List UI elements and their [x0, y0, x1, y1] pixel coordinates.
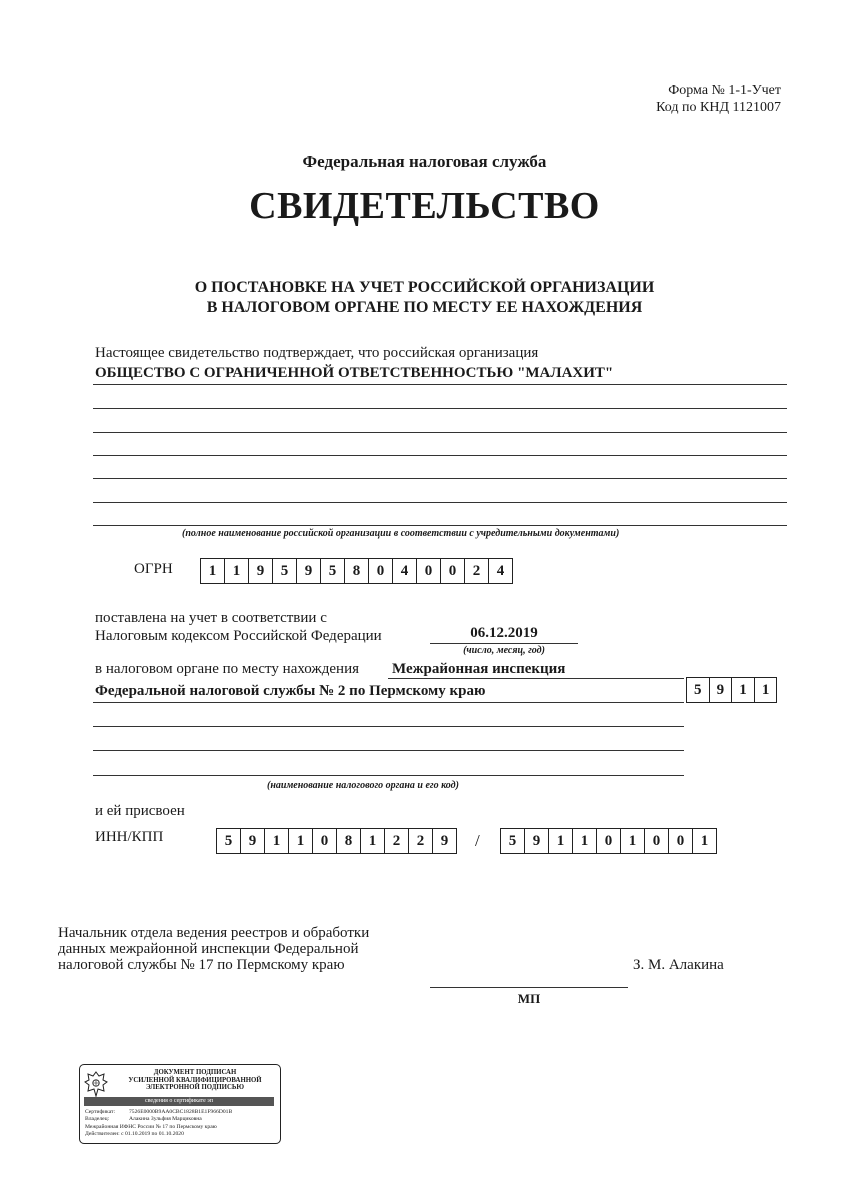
kpp-digit: 9: [525, 829, 549, 853]
tax-authority-line-1: [93, 702, 684, 703]
russian-coat-of-arms-icon: [84, 1070, 108, 1098]
registration-line-2: Налоговым кодексом Российской Федерации: [95, 628, 382, 644]
subtitle-line-1: О ПОСТАНОВКЕ НА УЧЕТ РОССИЙСКОЙ ОРГАНИЗАЦИИ: [194, 279, 655, 296]
tax-authority-code-digit: 1: [761, 681, 770, 698]
kpp-digit: 1: [700, 832, 709, 849]
signatory-position: [58, 925, 369, 973]
tax-authority-prefix: в налоговом органе по месту нахождения: [95, 661, 360, 677]
e-signature-stamp: [79, 1064, 281, 1144]
seal-label: МП: [517, 991, 541, 1006]
ogrn-digit: 0: [369, 559, 393, 583]
tax-authority-note: (наименование налогового органа и его код): [267, 780, 459, 791]
org-name-line-4: [93, 455, 787, 456]
ogrn-digit: 8: [345, 559, 369, 583]
stamp-owner-value: Алакина Зульфия Марциковна: [129, 1116, 202, 1123]
stamp-heading-line-3: ЭЛЕКТРОННОЙ ПОДПИСЬЮ: [145, 1084, 245, 1092]
ogrn-digit: 9: [249, 559, 273, 583]
ogrn-digit: 9: [297, 559, 321, 583]
signatory-position-line-2: данных межрайонной инспекции Федеральной: [58, 941, 359, 957]
org-name-line-6: [93, 502, 787, 503]
inn-digit: 1: [289, 829, 313, 853]
inn-digit: 8: [337, 829, 361, 853]
org-name-line-5: [93, 478, 787, 479]
stamp-certificate-label: Сертификат:: [85, 1109, 116, 1115]
date-line: [430, 643, 578, 644]
org-name-note: (полное наименование российской организации в соответствии с учредительными документами): [182, 528, 620, 539]
inn-kpp-label: ИНН/КПП: [95, 829, 164, 845]
ogrn-cells: [200, 558, 513, 584]
signature-line: [430, 987, 628, 988]
ogrn-digit: 5: [273, 559, 297, 583]
stamp-issuer: Межрайонная ИФНС России № 17 по Пермскому краю: [85, 1123, 217, 1130]
intro-text: Настоящее свидетельство подтверждает, что российская организация: [95, 345, 539, 361]
ogrn-digit: 0: [441, 559, 465, 583]
inn-kpp-separator: /: [475, 831, 480, 850]
agency-name: Федеральная налоговая служба: [302, 152, 547, 171]
stamp-heading: [112, 1069, 278, 1092]
tax-authority-code-digit: 9: [710, 678, 733, 702]
stamp-heading-line-2: УСИЛЕННОЙ КВАЛИФИЦИРОВАННОЙ: [128, 1076, 262, 1084]
inn-digit: 9: [241, 829, 265, 853]
kpp-digit: 0: [669, 829, 693, 853]
registration-line-1: поставлена на учет в соответствии с: [95, 610, 327, 626]
org-name-line-7: [93, 525, 787, 526]
form-number: Форма № 1-1-Учет: [668, 83, 781, 98]
ogrn-digit: 1: [225, 559, 249, 583]
tax-authority-line-2: [93, 726, 684, 727]
org-name-line-1: [93, 384, 787, 385]
ogrn-digit: 5: [321, 559, 345, 583]
org-name-line-2: [93, 408, 787, 409]
tax-authority-code-digit: 1: [732, 678, 755, 702]
registration-date: 06.12.2019: [470, 625, 538, 641]
stamp-valid-value: с 01.10.2019 по 01.10.2020: [121, 1131, 184, 1138]
knd-code: Код по КНД 1121007: [656, 100, 781, 115]
ogrn-label: ОГРН: [134, 561, 173, 577]
tax-authority-name-line-2: Федеральной налоговой службы № 2 по Пермскому краю: [95, 683, 486, 699]
kpp-digit: 1: [621, 829, 645, 853]
tax-authority-line-3: [93, 750, 684, 751]
tax-authority-code-digit: 5: [687, 678, 710, 702]
signatory-position-line-3: налоговой службы № 17 по Пермскому краю: [58, 957, 345, 973]
tax-authority-code-cells: [686, 677, 777, 703]
tax-authority-line-4: [93, 775, 684, 776]
kpp-digit: 1: [573, 829, 597, 853]
kpp-cells: [500, 828, 717, 854]
date-note: (число, месяц, год): [463, 645, 545, 656]
assigned-label: и ей присвоен: [95, 803, 185, 819]
inn-digit: 1: [265, 829, 289, 853]
ogrn-digit: 2: [465, 559, 489, 583]
document-title: СВИДЕТЕЛЬСТВО: [249, 185, 600, 227]
ogrn-digit: 1: [201, 559, 225, 583]
form-code-block: [656, 82, 781, 116]
stamp-details: [85, 1109, 232, 1139]
tax-authority-name-line-1: Межрайонная инспекция: [392, 661, 566, 677]
kpp-digit: 0: [645, 829, 669, 853]
subtitle-line-2: В НАЛОГОВОМ ОРГАНЕ ПО МЕСТУ ЕЕ НАХОЖДЕНИЯ: [206, 299, 643, 316]
inn-cells: [216, 828, 457, 854]
inn-digit: 2: [385, 829, 409, 853]
document-subtitle: [0, 278, 849, 318]
stamp-heading-line-1: ДОКУМЕНТ ПОДПИСАН: [153, 1069, 237, 1076]
kpp-digit: 5: [501, 829, 525, 853]
inn-digit: 2: [409, 829, 433, 853]
stamp-owner-label: Владелец:: [85, 1116, 110, 1123]
inn-digit: 1: [361, 829, 385, 853]
signatory-position-line-1: Начальник отдела ведения реестров и обработки: [58, 925, 370, 941]
tax-authority-line-0: [388, 678, 684, 679]
ogrn-digit: 0: [417, 559, 441, 583]
stamp-certificate-value: 7526E0000B9AA0CBC1828B1E1F966D01B: [129, 1109, 233, 1115]
ogrn-digit: 4: [496, 562, 505, 579]
organization-name: ОБЩЕСТВО С ОГРАНИЧЕННОЙ ОТВЕТСТВЕННОСТЬЮ "МАЛАХИТ": [95, 365, 614, 381]
inn-digit: 0: [313, 829, 337, 853]
signatory-name: З. М. Алакина: [633, 957, 724, 973]
kpp-digit: 1: [549, 829, 573, 853]
org-name-line-3: [93, 432, 787, 433]
inn-digit: 9: [440, 832, 449, 849]
stamp-valid-label: Действителен:: [85, 1131, 120, 1138]
kpp-digit: 0: [597, 829, 621, 853]
stamp-certificate-bar: сведения о сертификате эп: [84, 1097, 274, 1106]
ogrn-digit: 4: [393, 559, 417, 583]
inn-digit: 5: [217, 829, 241, 853]
